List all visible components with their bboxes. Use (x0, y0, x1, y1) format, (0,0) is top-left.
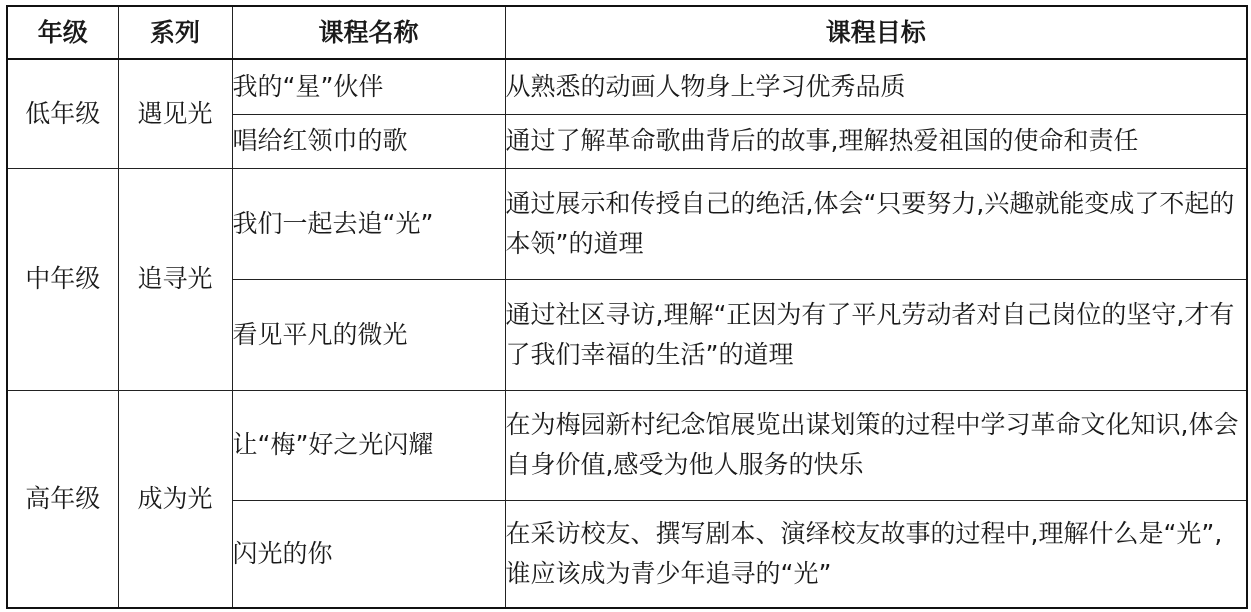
curriculum-table (6, 5, 1248, 609)
course-name-cell: 看见平凡的微光 (232, 279, 505, 390)
course-goal-cell: 在采访校友、撰写剧本、演绎校友故事的过程中,理解什么是“光”,谁应该成为青少年追寻的“光” (505, 500, 1247, 608)
grade-cell: 低年级 (7, 59, 118, 168)
series-cell: 遇见光 (118, 59, 232, 168)
course-name-cell: 闪光的你 (232, 500, 505, 608)
series-cell: 追寻光 (118, 168, 232, 390)
course-name-cell: 让“梅”好之光闪耀 (232, 390, 505, 500)
header-course-name: 课程名称 (232, 6, 505, 59)
course-name-cell: 唱给红领巾的歌 (232, 114, 505, 168)
header-row (7, 6, 1247, 59)
table-row (7, 390, 1247, 500)
course-goal-cell: 从熟悉的动画人物身上学习优秀品质 (505, 59, 1247, 114)
course-goal-cell: 通过展示和传授自己的绝活,体会“只要努力,兴趣就能变成了不起的本领”的道理 (505, 168, 1247, 279)
course-name-cell: 我们一起去追“光” (232, 168, 505, 279)
table-row (7, 168, 1247, 279)
course-name-cell: 我的“星”伙伴 (232, 59, 505, 114)
header-series: 系列 (118, 6, 232, 59)
header-course-goal: 课程目标 (505, 6, 1247, 59)
course-goal-cell: 在为梅园新村纪念馆展览出谋划策的过程中学习革命文化知识,体会自身价值,感受为他人服务的快乐 (505, 390, 1247, 500)
table-row (7, 59, 1247, 114)
series-cell: 成为光 (118, 390, 232, 608)
course-goal-cell: 通过了解革命歌曲背后的故事,理解热爱祖国的使命和责任 (505, 114, 1247, 168)
grade-cell: 中年级 (7, 168, 118, 390)
grade-cell: 高年级 (7, 390, 118, 608)
course-goal-cell: 通过社区寻访,理解“正因为有了平凡劳动者对自己岗位的坚守,才有了我们幸福的生活”的道理 (505, 279, 1247, 390)
header-grade: 年级 (7, 6, 118, 59)
